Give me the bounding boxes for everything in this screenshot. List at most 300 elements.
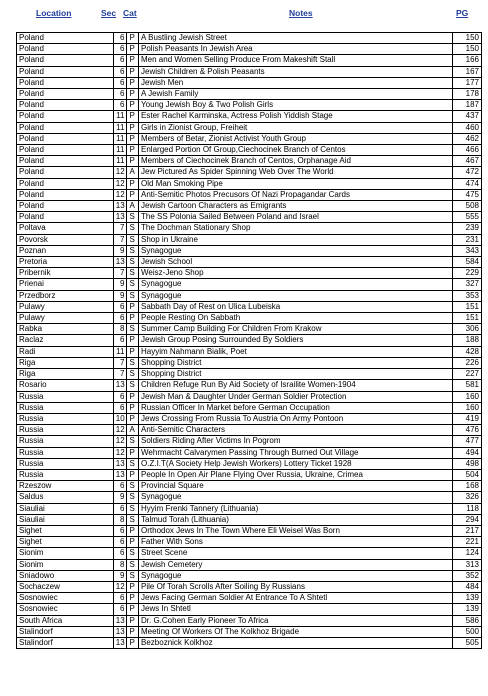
cell-cat: S bbox=[127, 357, 139, 368]
cell-notes: Talmud Torah (Lithuania) bbox=[139, 514, 453, 525]
cell-sec: 7 bbox=[113, 223, 127, 234]
cell-location: Sighet bbox=[17, 525, 114, 536]
cell-location: Poland bbox=[17, 156, 114, 167]
cell-notes: Shopping District bbox=[139, 369, 453, 380]
cell-sec: 11 bbox=[113, 133, 127, 144]
cell-location: Poland bbox=[17, 178, 114, 189]
cell-cat: P bbox=[127, 581, 139, 592]
cell-sec: 10 bbox=[113, 413, 127, 424]
table-row bbox=[17, 122, 482, 133]
cell-location: Russia bbox=[17, 469, 114, 480]
cell-location: Russia bbox=[17, 425, 114, 436]
cell-location: Sosnowiec bbox=[17, 593, 114, 604]
cell-notes: Enlarged Portion Of Group,Ciechocinek Branch of Centos bbox=[139, 145, 453, 156]
cell-cat: S bbox=[127, 492, 139, 503]
cell-pg: 462 bbox=[452, 133, 481, 144]
cell-cat: S bbox=[127, 234, 139, 245]
cell-cat: P bbox=[127, 301, 139, 312]
cell-cat: A bbox=[127, 201, 139, 212]
cell-pg: 227 bbox=[452, 369, 481, 380]
table-row bbox=[17, 380, 482, 391]
cell-notes: A Bustling Jewish Street bbox=[139, 33, 453, 44]
cell-pg: 343 bbox=[452, 245, 481, 256]
table-row bbox=[17, 133, 482, 144]
cell-location: Pulawy bbox=[17, 313, 114, 324]
cell-sec: 11 bbox=[113, 346, 127, 357]
cell-pg: 231 bbox=[452, 234, 481, 245]
cell-pg: 151 bbox=[452, 301, 481, 312]
table-row bbox=[17, 111, 482, 122]
table-row bbox=[17, 257, 482, 268]
cell-sec: 6 bbox=[113, 44, 127, 55]
cell-sec: 6 bbox=[113, 525, 127, 536]
cell-location: Poland bbox=[17, 189, 114, 200]
cell-cat: S bbox=[127, 458, 139, 469]
cell-cat: P bbox=[127, 335, 139, 346]
table-row bbox=[17, 77, 482, 88]
cell-location: Prienai bbox=[17, 279, 114, 290]
cell-notes: The Dochman Stationary Shop bbox=[139, 223, 453, 234]
cell-sec: 9 bbox=[113, 245, 127, 256]
table-row bbox=[17, 156, 482, 167]
cell-sec: 6 bbox=[113, 391, 127, 402]
table-body bbox=[17, 33, 482, 649]
column-headers bbox=[0, 8, 488, 22]
cell-notes: Jewish Man & Daughter Under German Soldier Protection bbox=[139, 391, 453, 402]
cell-cat: S bbox=[127, 548, 139, 559]
table-row bbox=[17, 335, 482, 346]
cell-sec: 11 bbox=[113, 156, 127, 167]
cell-location: Stalindorf bbox=[17, 637, 114, 648]
cell-sec: 12 bbox=[113, 178, 127, 189]
cell-location: Sionim bbox=[17, 559, 114, 570]
cell-cat: A bbox=[127, 425, 139, 436]
cell-location: Russia bbox=[17, 447, 114, 458]
cell-notes: Weisz-Jeno Shop bbox=[139, 268, 453, 279]
cell-cat: S bbox=[127, 212, 139, 223]
cell-cat: P bbox=[127, 615, 139, 626]
cell-cat: P bbox=[127, 346, 139, 357]
cell-notes: Synagogue bbox=[139, 290, 453, 301]
header-cat: Cat bbox=[123, 8, 137, 18]
cell-sec: 12 bbox=[113, 425, 127, 436]
cell-location: Poland bbox=[17, 77, 114, 88]
cell-location: Sionim bbox=[17, 548, 114, 559]
cell-sec: 12 bbox=[113, 581, 127, 592]
table-row bbox=[17, 615, 482, 626]
cell-cat: S bbox=[127, 369, 139, 380]
table-row bbox=[17, 469, 482, 480]
cell-cat: P bbox=[127, 189, 139, 200]
cell-pg: 139 bbox=[452, 604, 481, 615]
table-row bbox=[17, 279, 482, 290]
cell-location: Poland bbox=[17, 133, 114, 144]
cell-notes: Jewish Children & Polish Peasants bbox=[139, 66, 453, 77]
cell-pg: 160 bbox=[452, 402, 481, 413]
cell-sec: 6 bbox=[113, 77, 127, 88]
cell-cat: P bbox=[127, 66, 139, 77]
cell-notes: Old Man Smoking Pipe bbox=[139, 178, 453, 189]
table-row bbox=[17, 391, 482, 402]
cell-sec: 13 bbox=[113, 212, 127, 223]
cell-sec: 6 bbox=[113, 481, 127, 492]
cell-pg: 151 bbox=[452, 313, 481, 324]
cell-pg: 239 bbox=[452, 223, 481, 234]
table-row bbox=[17, 178, 482, 189]
table-row bbox=[17, 537, 482, 548]
cell-notes: Men and Women Selling Produce From Makeshift Stall bbox=[139, 55, 453, 66]
cell-pg: 494 bbox=[452, 447, 481, 458]
cell-notes: People Resting On Sabbath bbox=[139, 313, 453, 324]
cell-notes: Children Refuge Run By Aid Society of Israilite Women-1904 bbox=[139, 380, 453, 391]
cell-pg: 168 bbox=[452, 481, 481, 492]
cell-notes: Polish Peasants In Jewish Area bbox=[139, 44, 453, 55]
cell-notes: Shop in Ukraine bbox=[139, 234, 453, 245]
cell-notes: Dr. G.Cohen Early Pioneer To Africa bbox=[139, 615, 453, 626]
cell-location: Sniadowo bbox=[17, 570, 114, 581]
cell-location: Sochaczew bbox=[17, 581, 114, 592]
cell-location: Povorsk bbox=[17, 234, 114, 245]
table-row bbox=[17, 481, 482, 492]
cell-sec: 6 bbox=[113, 301, 127, 312]
cell-notes: Wehrmacht Calvarymen Passing Through Burned Out Village bbox=[139, 447, 453, 458]
cell-sec: 11 bbox=[113, 145, 127, 156]
cell-cat: S bbox=[127, 570, 139, 581]
cell-location: Stalindorf bbox=[17, 626, 114, 637]
cell-location: Radi bbox=[17, 346, 114, 357]
table-row bbox=[17, 33, 482, 44]
cell-location: Pulawy bbox=[17, 301, 114, 312]
cell-sec: 6 bbox=[113, 548, 127, 559]
cell-cat: P bbox=[127, 178, 139, 189]
table-row bbox=[17, 301, 482, 312]
cell-notes: Jewish Group Posing Surrounded By Soldiers bbox=[139, 335, 453, 346]
cell-sec: 12 bbox=[113, 447, 127, 458]
cell-sec: 13 bbox=[113, 201, 127, 212]
cell-cat: P bbox=[127, 89, 139, 100]
cell-pg: 508 bbox=[452, 201, 481, 212]
cell-location: Poland bbox=[17, 55, 114, 66]
cell-sec: 6 bbox=[113, 503, 127, 514]
header-sec: Sec bbox=[101, 8, 117, 18]
cell-cat: P bbox=[127, 447, 139, 458]
table-row bbox=[17, 503, 482, 514]
cell-location: Poland bbox=[17, 212, 114, 223]
table-row bbox=[17, 167, 482, 178]
cell-cat: P bbox=[127, 626, 139, 637]
table-row bbox=[17, 145, 482, 156]
cell-cat: P bbox=[127, 391, 139, 402]
cell-notes: Jewish School bbox=[139, 257, 453, 268]
cell-notes: Jewish Men bbox=[139, 77, 453, 88]
cell-notes: Anti-Semitic Characters bbox=[139, 425, 453, 436]
table-row bbox=[17, 525, 482, 536]
cell-notes: Pile Of Torah Scrolls After Soiling By Russians bbox=[139, 581, 453, 592]
cell-pg: 306 bbox=[452, 324, 481, 335]
cell-cat: S bbox=[127, 268, 139, 279]
cell-cat: P bbox=[127, 637, 139, 648]
header-location: Location bbox=[36, 8, 72, 18]
cell-location: Riga bbox=[17, 357, 114, 368]
cell-sec: 12 bbox=[113, 436, 127, 447]
cell-location: Pribernik bbox=[17, 268, 114, 279]
cell-pg: 555 bbox=[452, 212, 481, 223]
cell-pg: 505 bbox=[452, 637, 481, 648]
table-row bbox=[17, 223, 482, 234]
cell-location: Poland bbox=[17, 66, 114, 77]
cell-sec: 7 bbox=[113, 234, 127, 245]
cell-location: Rosario bbox=[17, 380, 114, 391]
table-row bbox=[17, 324, 482, 335]
cell-cat: P bbox=[127, 100, 139, 111]
cell-pg: 586 bbox=[452, 615, 481, 626]
cell-pg: 327 bbox=[452, 279, 481, 290]
cell-location: Siauliai bbox=[17, 503, 114, 514]
table-row bbox=[17, 268, 482, 279]
table-row bbox=[17, 604, 482, 615]
cell-location: Poland bbox=[17, 100, 114, 111]
cell-pg: 166 bbox=[452, 55, 481, 66]
cell-pg: 474 bbox=[452, 178, 481, 189]
cell-pg: 500 bbox=[452, 626, 481, 637]
cell-cat: P bbox=[127, 55, 139, 66]
table-row bbox=[17, 402, 482, 413]
table-row bbox=[17, 559, 482, 570]
table-row bbox=[17, 55, 482, 66]
table-row bbox=[17, 581, 482, 592]
cell-pg: 466 bbox=[452, 145, 481, 156]
cell-pg: 467 bbox=[452, 156, 481, 167]
cell-notes: Shopping District bbox=[139, 357, 453, 368]
cell-location: Poland bbox=[17, 89, 114, 100]
cell-pg: 217 bbox=[452, 525, 481, 536]
cell-sec: 6 bbox=[113, 604, 127, 615]
cell-location: Poznan bbox=[17, 245, 114, 256]
cell-pg: 313 bbox=[452, 559, 481, 570]
cell-pg: 167 bbox=[452, 66, 481, 77]
cell-pg: 188 bbox=[452, 335, 481, 346]
cell-sec: 13 bbox=[113, 469, 127, 480]
cell-cat: P bbox=[127, 111, 139, 122]
cell-pg: 584 bbox=[452, 257, 481, 268]
cell-cat: S bbox=[127, 559, 139, 570]
cell-notes: Russian Officer In Market before German Occupation bbox=[139, 402, 453, 413]
cell-notes: Synagogue bbox=[139, 245, 453, 256]
table-row bbox=[17, 369, 482, 380]
cell-location: Sighet bbox=[17, 537, 114, 548]
cell-pg: 229 bbox=[452, 268, 481, 279]
cell-sec: 6 bbox=[113, 402, 127, 413]
cell-pg: 187 bbox=[452, 100, 481, 111]
cell-notes: Members of Ciechocinek Branch of Centos, Orphanage Aid bbox=[139, 156, 453, 167]
cell-notes: Sabbath Day of Rest on Ulica Lubeiska bbox=[139, 301, 453, 312]
cell-notes: Jewish Cartoon Characters as Emigrants bbox=[139, 201, 453, 212]
table-row bbox=[17, 637, 482, 648]
cell-cat: S bbox=[127, 279, 139, 290]
cell-location: Pretoria bbox=[17, 257, 114, 268]
cell-pg: 504 bbox=[452, 469, 481, 480]
cell-location: Raclaz bbox=[17, 335, 114, 346]
cell-cat: S bbox=[127, 324, 139, 335]
cell-notes: Bezboznick Kolkhoz bbox=[139, 637, 453, 648]
cell-sec: 9 bbox=[113, 570, 127, 581]
cell-notes: Street Scene bbox=[139, 548, 453, 559]
table-row bbox=[17, 425, 482, 436]
table-row bbox=[17, 447, 482, 458]
table-row bbox=[17, 413, 482, 424]
cell-pg: 124 bbox=[452, 548, 481, 559]
cell-sec: 12 bbox=[113, 189, 127, 200]
cell-sec: 13 bbox=[113, 380, 127, 391]
cell-location: Rabka bbox=[17, 324, 114, 335]
cell-notes: People In Open Air Plane Flying Over Russia, Ukraine, Crimea bbox=[139, 469, 453, 480]
cell-sec: 13 bbox=[113, 637, 127, 648]
cell-cat: P bbox=[127, 525, 139, 536]
cell-location: Poland bbox=[17, 201, 114, 212]
cell-sec: 6 bbox=[113, 100, 127, 111]
cell-cat: P bbox=[127, 402, 139, 413]
cell-cat: P bbox=[127, 145, 139, 156]
table-row bbox=[17, 234, 482, 245]
table-row bbox=[17, 436, 482, 447]
cell-notes: Jews Facing German Soldier At Entrance To A Shtetl bbox=[139, 593, 453, 604]
cell-cat: S bbox=[127, 436, 139, 447]
cell-location: Russia bbox=[17, 413, 114, 424]
cell-notes: Provincial Square bbox=[139, 481, 453, 492]
cell-location: Siauliai bbox=[17, 514, 114, 525]
cell-cat: S bbox=[127, 481, 139, 492]
table-row bbox=[17, 89, 482, 100]
table-row bbox=[17, 626, 482, 637]
cell-sec: 6 bbox=[113, 33, 127, 44]
cell-notes: Synagogue bbox=[139, 570, 453, 581]
cell-location: Poland bbox=[17, 33, 114, 44]
cell-location: Russia bbox=[17, 391, 114, 402]
cell-pg: 581 bbox=[452, 380, 481, 391]
cell-cat: S bbox=[127, 257, 139, 268]
cell-sec: 9 bbox=[113, 279, 127, 290]
cell-sec: 7 bbox=[113, 268, 127, 279]
cell-notes: Synagogue bbox=[139, 279, 453, 290]
table-row bbox=[17, 458, 482, 469]
cell-notes: Anti-Semitic Photos Precusors Of Nazi Propagandar Cards bbox=[139, 189, 453, 200]
cell-cat: P bbox=[127, 156, 139, 167]
cell-sec: 8 bbox=[113, 324, 127, 335]
cell-location: South Africa bbox=[17, 615, 114, 626]
cell-cat: S bbox=[127, 503, 139, 514]
cell-pg: 118 bbox=[452, 503, 481, 514]
cell-pg: 150 bbox=[452, 33, 481, 44]
table-row bbox=[17, 357, 482, 368]
cell-location: Poltava bbox=[17, 223, 114, 234]
cell-pg: 226 bbox=[452, 357, 481, 368]
cell-notes: The SS Polonia Sailed Between Poland and Israel bbox=[139, 212, 453, 223]
cell-location: Poland bbox=[17, 122, 114, 133]
cell-location: Russia bbox=[17, 402, 114, 413]
cell-notes: Ester Rachel Karminska, Actress Polish Yiddish Stage bbox=[139, 111, 453, 122]
cell-sec: 7 bbox=[113, 357, 127, 368]
cell-sec: 6 bbox=[113, 593, 127, 604]
cell-pg: 477 bbox=[452, 436, 481, 447]
cell-notes: Soldiers Riding After Victims In Pogrom bbox=[139, 436, 453, 447]
cell-pg: 221 bbox=[452, 537, 481, 548]
cell-cat: P bbox=[127, 122, 139, 133]
cell-pg: 428 bbox=[452, 346, 481, 357]
cell-cat: S bbox=[127, 514, 139, 525]
cell-pg: 460 bbox=[452, 122, 481, 133]
cell-pg: 472 bbox=[452, 167, 481, 178]
table-row bbox=[17, 593, 482, 604]
cell-sec: 13 bbox=[113, 257, 127, 268]
table-row bbox=[17, 514, 482, 525]
cell-sec: 7 bbox=[113, 369, 127, 380]
cell-notes: Jew Pictured As Spider Spinning Web Over The World bbox=[139, 167, 453, 178]
cell-sec: 6 bbox=[113, 335, 127, 346]
cell-sec: 8 bbox=[113, 514, 127, 525]
cell-pg: 437 bbox=[452, 111, 481, 122]
header-pg: PG bbox=[456, 8, 469, 18]
cell-location: Poland bbox=[17, 111, 114, 122]
cell-location: Russia bbox=[17, 458, 114, 469]
cell-sec: 13 bbox=[113, 615, 127, 626]
cell-cat: A bbox=[127, 167, 139, 178]
cell-sec: 8 bbox=[113, 559, 127, 570]
cell-pg: 294 bbox=[452, 514, 481, 525]
cell-notes: O.Z.I.T(A Society Help Jewish Workers) Lottery Ticket 1928 bbox=[139, 458, 453, 469]
cell-location: Rzeszow bbox=[17, 481, 114, 492]
cell-notes: Jewish Cemetery bbox=[139, 559, 453, 570]
table-row bbox=[17, 245, 482, 256]
cell-pg: 419 bbox=[452, 413, 481, 424]
cell-notes: Orthodox Jews In The Town Where Eli Weisel Was Born bbox=[139, 525, 453, 536]
cell-sec: 12 bbox=[113, 167, 127, 178]
cell-notes: Meeting Of Workers Of The Kolkhoz Brigade bbox=[139, 626, 453, 637]
cell-location: Poland bbox=[17, 44, 114, 55]
table-row bbox=[17, 66, 482, 77]
cell-cat: P bbox=[127, 77, 139, 88]
cell-cat: P bbox=[127, 44, 139, 55]
cell-notes: Father With Sons bbox=[139, 537, 453, 548]
table-row bbox=[17, 346, 482, 357]
table-row bbox=[17, 44, 482, 55]
cell-cat: S bbox=[127, 380, 139, 391]
cell-location: Poland bbox=[17, 167, 114, 178]
cell-cat: P bbox=[127, 413, 139, 424]
cell-sec: 11 bbox=[113, 122, 127, 133]
cell-cat: S bbox=[127, 245, 139, 256]
cell-cat: S bbox=[127, 223, 139, 234]
cell-sec: 11 bbox=[113, 111, 127, 122]
cell-notes: Young Jewish Boy & Two Polish Girls bbox=[139, 100, 453, 111]
cell-cat: P bbox=[127, 133, 139, 144]
cell-cat: P bbox=[127, 33, 139, 44]
table-row bbox=[17, 290, 482, 301]
cell-cat: P bbox=[127, 537, 139, 548]
cell-sec: 9 bbox=[113, 492, 127, 503]
table-row bbox=[17, 189, 482, 200]
cell-location: Riga bbox=[17, 369, 114, 380]
cell-sec: 9 bbox=[113, 290, 127, 301]
cell-sec: 6 bbox=[113, 537, 127, 548]
cell-pg: 326 bbox=[452, 492, 481, 503]
cell-pg: 352 bbox=[452, 570, 481, 581]
cell-pg: 476 bbox=[452, 425, 481, 436]
header-notes: Notes bbox=[289, 8, 313, 18]
cell-cat: P bbox=[127, 593, 139, 604]
cell-pg: 475 bbox=[452, 189, 481, 200]
cell-pg: 177 bbox=[452, 77, 481, 88]
cell-notes: Members of Betar, Zionist Activist Youth Group bbox=[139, 133, 453, 144]
